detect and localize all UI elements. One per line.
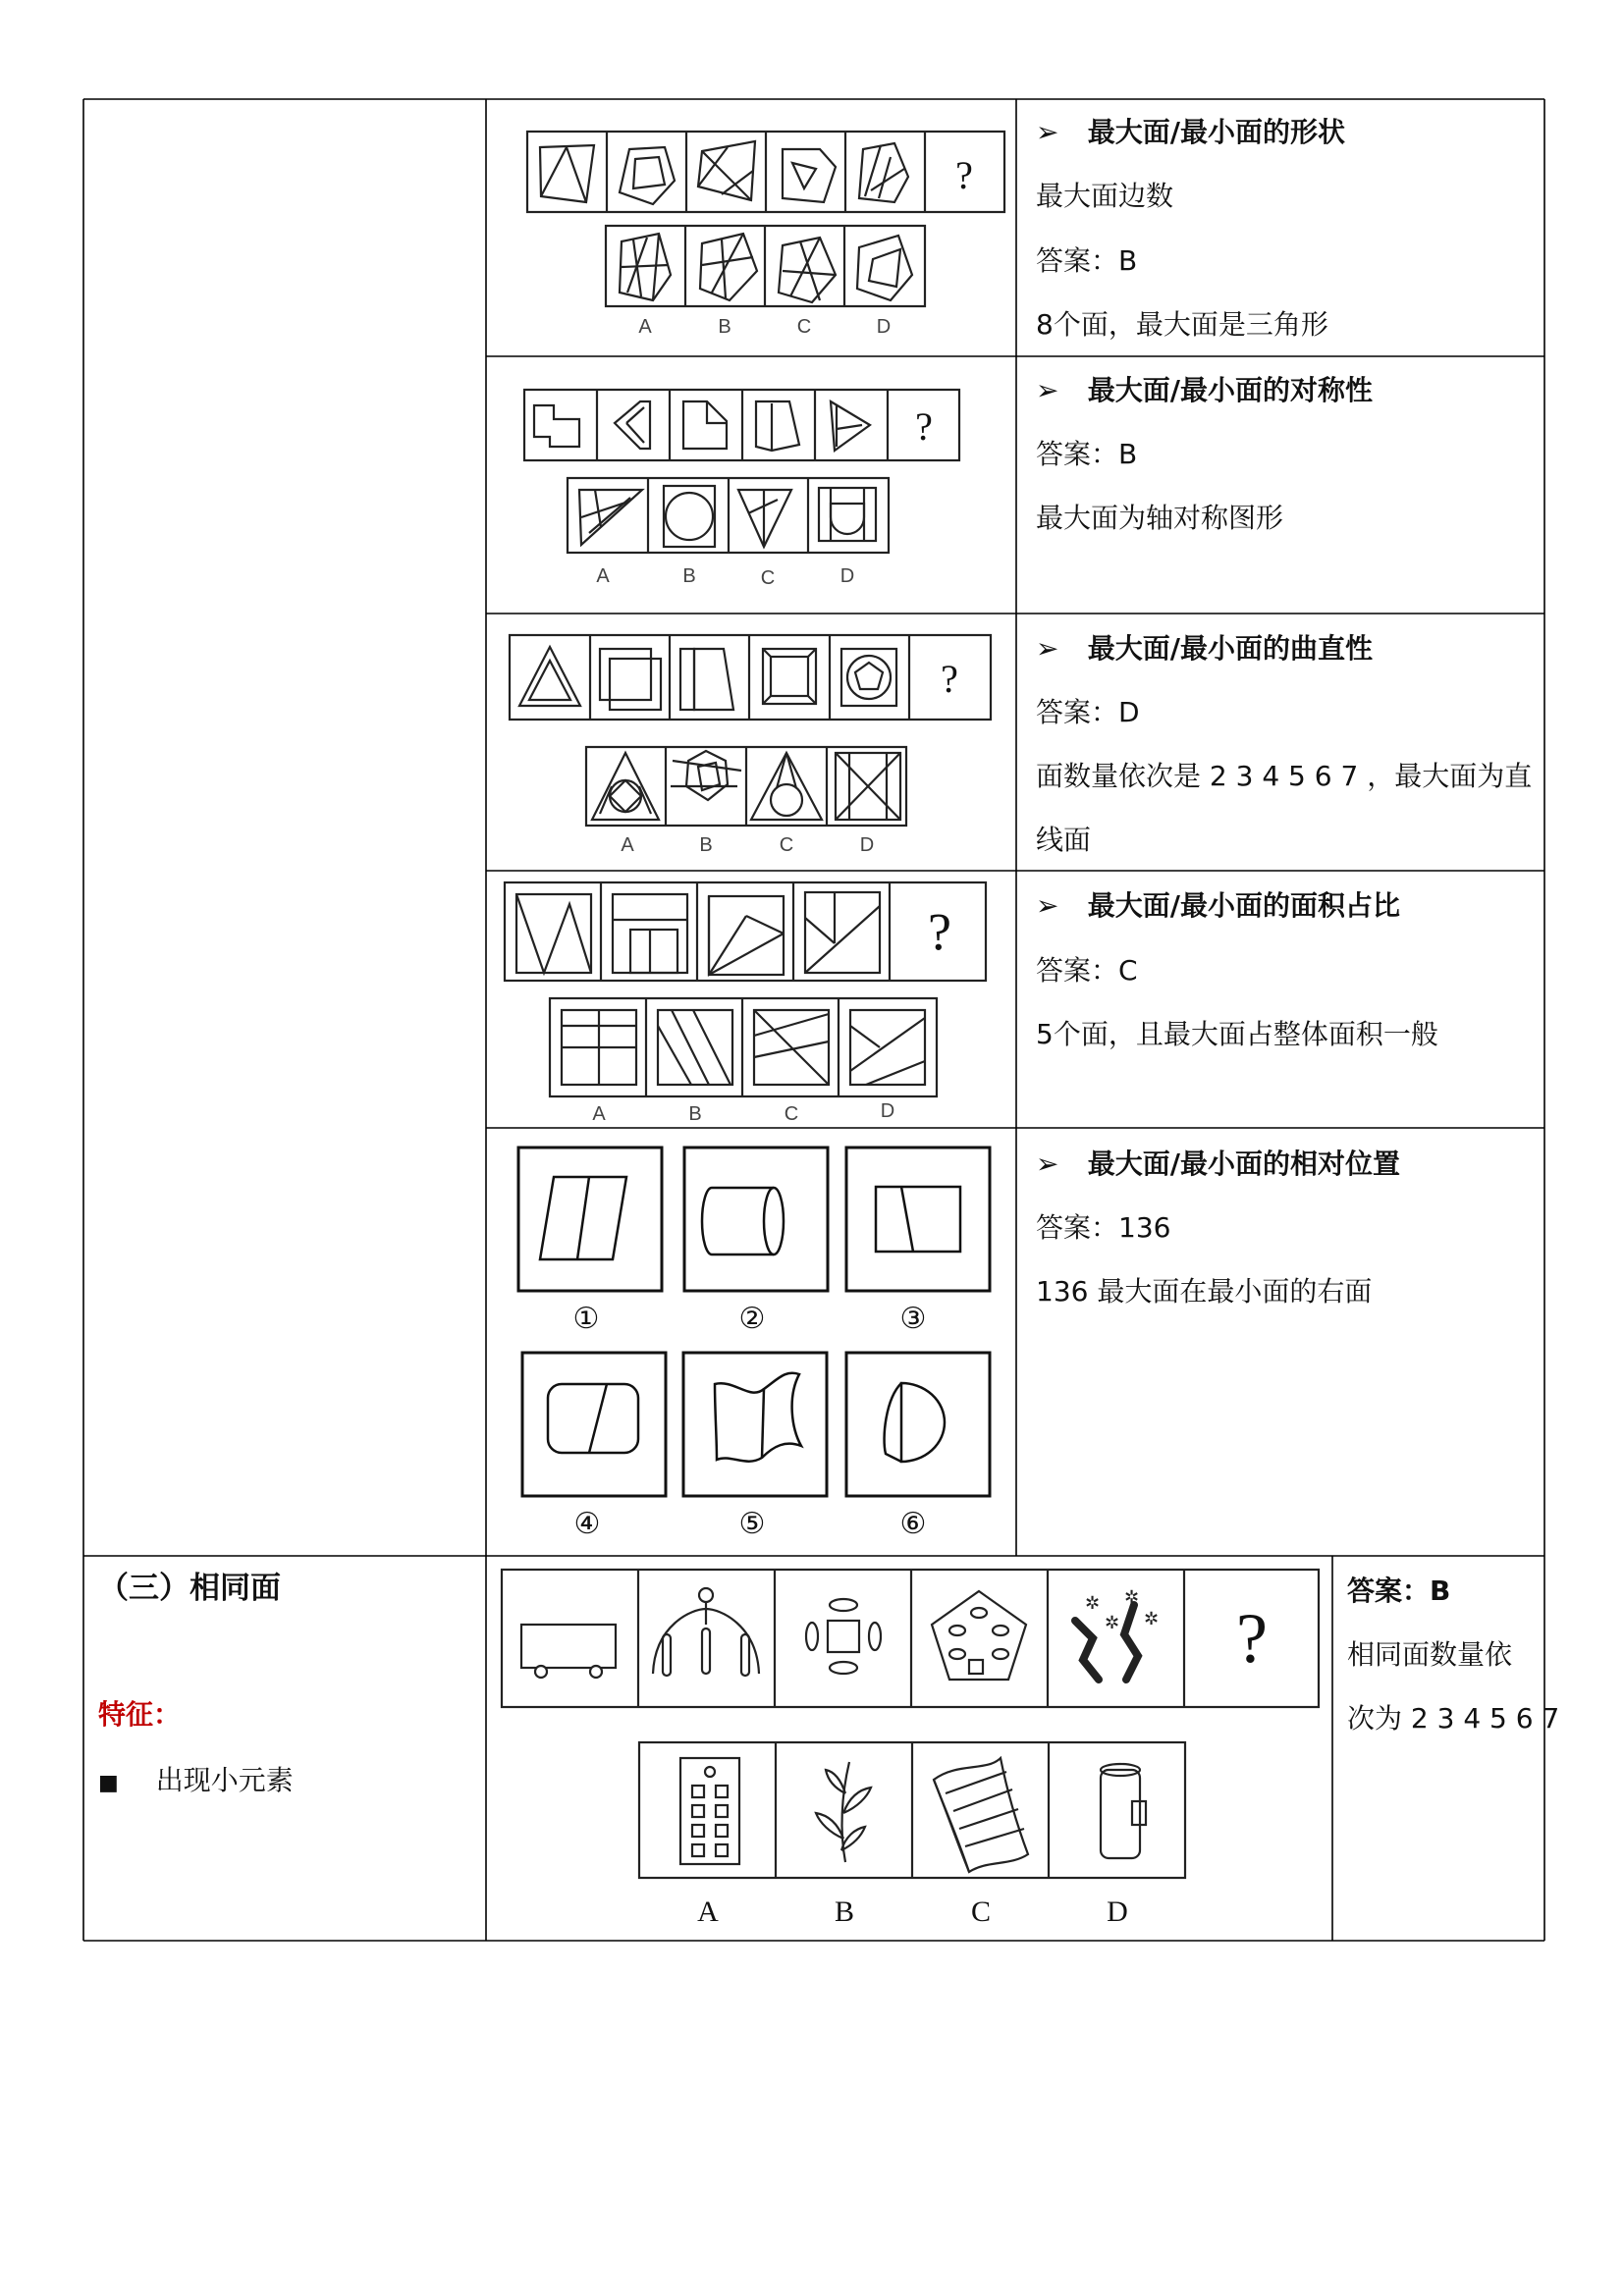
- option-row: [550, 998, 937, 1096]
- arrow-bullet: ➢: [1036, 632, 1059, 665]
- cube-face-figure-5: [1075, 1587, 1159, 1680]
- option-c-figure: [934, 1758, 1028, 1872]
- option-figure-4: [522, 1353, 666, 1496]
- svg-text:✲: ✲: [1124, 1587, 1140, 1608]
- cube-face-figure-5: [831, 401, 870, 451]
- option-b-figure: [664, 486, 715, 547]
- option-b-figure: [816, 1762, 871, 1862]
- option-label-c: C: [796, 316, 812, 338]
- row4-heading: ➢ 最大面/最小面的面积占比: [1036, 889, 1400, 922]
- figure-symmetry-puzzle: [520, 386, 972, 597]
- option-figure-6: [846, 1353, 990, 1496]
- option-label-c: C: [970, 1896, 992, 1928]
- option-label-a: A: [638, 316, 652, 338]
- option-a-figure: [680, 1758, 739, 1864]
- option-d-figure: [819, 488, 876, 541]
- figure-area-ratio-puzzle: [501, 879, 1006, 1124]
- question-row: [510, 635, 991, 720]
- feature-label: 特征：: [98, 1698, 182, 1731]
- option-row: [606, 226, 925, 306]
- row4-answer: 答案：C: [1036, 954, 1138, 987]
- svg-text:✲: ✲: [1144, 1609, 1160, 1629]
- section-title: （三）相同面: [98, 1571, 281, 1606]
- option-label-b: B: [682, 565, 696, 587]
- option-label-b: B: [834, 1896, 855, 1928]
- question-row: [527, 132, 1004, 212]
- question-mark: ?: [928, 902, 951, 961]
- cube-face-figure-1: [516, 894, 591, 973]
- option-label-a: A: [596, 565, 610, 587]
- section3-answer: 答案：B: [1347, 1575, 1451, 1607]
- cube-face-figure-4: [756, 401, 799, 451]
- option-row: [586, 747, 906, 826]
- option-c-figure: [751, 753, 822, 820]
- cube-face-figure-5: [859, 143, 908, 202]
- option-label-d: D: [1107, 1896, 1128, 1928]
- section3-explanation-line-1: 相同面数量依: [1347, 1638, 1513, 1671]
- cube-face-figure-3: [680, 649, 733, 710]
- row3-line-3: 线面: [1036, 824, 1092, 856]
- question-mark: ?: [955, 153, 973, 197]
- option-figure-5: [683, 1353, 827, 1496]
- option-label-3: ③: [899, 1303, 927, 1335]
- question-mark: ?: [1236, 1599, 1268, 1678]
- option-c-figure: [754, 1010, 829, 1085]
- option-label-5: ⑤: [738, 1508, 766, 1540]
- option-label-6: ⑥: [899, 1508, 927, 1540]
- option-b-figure: [671, 751, 741, 800]
- option-row: [568, 478, 889, 553]
- cube-face-figure-1: [540, 145, 594, 202]
- cube-face-figure-4: [783, 149, 836, 202]
- cube-face-figure-3: [709, 896, 784, 975]
- option-d-figure: [850, 1010, 925, 1085]
- row1-heading: ➢ 最大面/最小面的形状: [1036, 116, 1345, 148]
- option-figure-3: [846, 1148, 990, 1291]
- option-label-a: A: [621, 834, 634, 856]
- cube-face-figure-2: [613, 894, 687, 973]
- figure-shape-puzzle: [525, 128, 1016, 339]
- row5-line-2: 136 最大面在最小面的右面: [1036, 1275, 1373, 1308]
- option-label-1: ①: [572, 1303, 600, 1335]
- question-mark: ?: [915, 404, 933, 449]
- cube-face-figure-1: [519, 647, 580, 706]
- row5-heading: ➢ 最大面/最小面的相对位置: [1036, 1148, 1400, 1180]
- cube-face-figure-4: [763, 649, 816, 704]
- figure-curvature-puzzle: [506, 631, 997, 862]
- row1-line-1: 最大面边数: [1036, 180, 1174, 212]
- cube-face-figure-3: [806, 1599, 881, 1674]
- svg-text:✲: ✲: [1105, 1613, 1120, 1633]
- cube-face-figure-2: [653, 1588, 759, 1676]
- option-label-c: C: [779, 834, 794, 856]
- cube-face-figure-2: [600, 649, 661, 710]
- arrow-bullet: ➢: [1036, 116, 1059, 148]
- arrow-bullet: ➢: [1036, 374, 1059, 406]
- option-label-2: ②: [738, 1303, 766, 1335]
- cube-face-figure-4: [932, 1591, 1026, 1680]
- option-label-b: B: [718, 316, 731, 338]
- row2-answer: 答案：B: [1036, 438, 1138, 470]
- row2-line-2: 最大面为轴对称图形: [1036, 502, 1284, 534]
- option-b-figure: [700, 234, 757, 300]
- option-label-c: C: [760, 567, 776, 589]
- option-a-figure: [592, 753, 659, 820]
- option-label-b: B: [699, 834, 713, 856]
- option-figure-1: [518, 1148, 662, 1291]
- section3-explanation-line-2: 次为 2 3 4 5 6 7: [1347, 1702, 1560, 1735]
- option-figure-2: [684, 1148, 828, 1291]
- row3-answer: 答案：D: [1036, 696, 1140, 728]
- cube-face-figure-5: [841, 649, 896, 706]
- arrow-bullet: ➢: [1036, 889, 1059, 922]
- question-row: [502, 1570, 1319, 1707]
- question-row: [524, 390, 959, 460]
- option-label-a: A: [697, 1896, 719, 1928]
- option-label-d: D: [839, 565, 855, 587]
- cube-face-figure-1: [521, 1625, 616, 1678]
- figure-same-face-puzzle: [496, 1566, 1330, 1939]
- option-d-figure: [857, 236, 912, 300]
- row1-line-3: 8个面，最大面是三角形: [1036, 308, 1328, 341]
- svg-text:✲: ✲: [1085, 1593, 1101, 1614]
- option-d-figure: [1101, 1764, 1146, 1858]
- row4-line-2: 5个面，且最大面占整体面积一般: [1036, 1018, 1438, 1050]
- cube-face-figure-4: [805, 892, 880, 973]
- option-b-figure: [658, 1010, 732, 1085]
- cube-face-figure-2: [615, 401, 650, 449]
- cube-face-figure-1: [534, 405, 579, 447]
- cube-face-figure-2: [620, 147, 675, 204]
- option-label-d: D: [859, 834, 875, 856]
- option-label-d: D: [876, 316, 892, 338]
- row2-heading: ➢ 最大面/最小面的对称性: [1036, 374, 1373, 406]
- option-row: [639, 1742, 1185, 1878]
- option-a-figure: [579, 490, 642, 545]
- option-a-figure: [620, 234, 671, 300]
- cube-face-figure-3: [683, 401, 727, 449]
- row5-answer: 答案：136: [1036, 1211, 1171, 1244]
- figure-relative-position-puzzle: [511, 1144, 1001, 1556]
- option-c-figure: [738, 490, 791, 547]
- square-bullet-icon: ■: [98, 1771, 119, 1795]
- feature-bullet-item: [98, 1765, 294, 1799]
- option-c-figure: [779, 238, 836, 302]
- option-label-4: ④: [573, 1508, 601, 1540]
- option-d-figure: [836, 753, 900, 820]
- option-label-a: A: [592, 1103, 606, 1124]
- option-label-c: C: [784, 1103, 799, 1124]
- option-label-b: B: [688, 1103, 702, 1124]
- option-label-d: D: [880, 1100, 895, 1122]
- row3-heading: ➢ 最大面/最小面的曲直性: [1036, 632, 1373, 665]
- option-a-figure: [562, 1010, 636, 1085]
- cube-face-figure-3: [698, 141, 755, 200]
- row1-answer: 答案：B: [1036, 244, 1138, 277]
- question-mark: ?: [941, 657, 958, 701]
- arrow-bullet: ➢: [1036, 1148, 1059, 1180]
- question-row: [505, 882, 986, 981]
- feature-text: 出现小元素: [155, 1764, 294, 1796]
- row3-line-2: 面数量依次是 2 3 4 5 6 7 ，最大面为直: [1036, 760, 1533, 792]
